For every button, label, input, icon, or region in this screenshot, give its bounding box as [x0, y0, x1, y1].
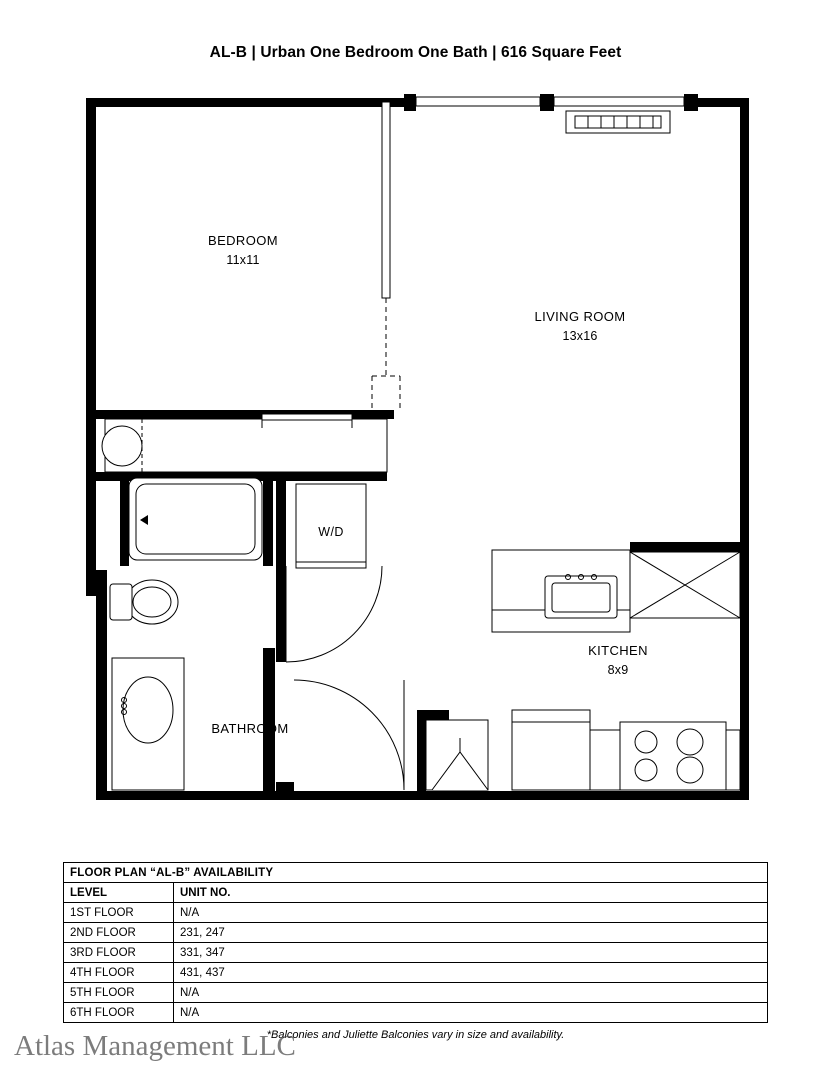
- interior-linework: [102, 97, 740, 790]
- floor-plan-svg: [0, 80, 831, 820]
- availability-caption: FLOOR PLAN “AL-B” AVAILABILITY: [64, 863, 768, 883]
- cell-units: N/A: [174, 903, 768, 923]
- table-row: [64, 1003, 768, 1023]
- table-row: [64, 923, 768, 943]
- cell-units: 231, 247: [174, 923, 768, 943]
- cell-units: N/A: [174, 1003, 768, 1023]
- cell-level: 5TH FLOOR: [64, 983, 174, 1003]
- column-header-unit-no: UNIT NO.: [174, 883, 768, 903]
- room-label-washer-dryer: W/D: [318, 525, 344, 539]
- column-header-level: LEVEL: [64, 883, 174, 903]
- table-row: [64, 963, 768, 983]
- table-row: [64, 943, 768, 963]
- watermark: Atlas Management LLC: [14, 1030, 296, 1062]
- cell-level: 1ST FLOOR: [64, 903, 174, 923]
- room-label-living-room: LIVING ROOM 13x16: [534, 309, 626, 343]
- availability-caption-row: [64, 863, 768, 883]
- cell-units: N/A: [174, 983, 768, 1003]
- room-label-kitchen: KITCHEN 8x9: [588, 643, 648, 677]
- availability-table: [63, 862, 768, 1023]
- cell-level: 6TH FLOOR: [64, 1003, 174, 1023]
- table-row: [64, 983, 768, 1003]
- cell-level: 4TH FLOOR: [64, 963, 174, 983]
- cell-level: 3RD FLOOR: [64, 943, 174, 963]
- availability-header-row: [64, 883, 768, 903]
- table-row: [64, 903, 768, 923]
- floor-plan-drawing: [0, 80, 831, 820]
- cell-level: 2ND FLOOR: [64, 923, 174, 943]
- cell-units: 331, 347: [174, 943, 768, 963]
- cell-units: 431, 437: [174, 963, 768, 983]
- page-title: AL-B | Urban One Bedroom One Bath | 616 Square Feet: [209, 44, 622, 61]
- room-label-bathroom: BATHROOM: [211, 721, 289, 736]
- room-label-bedroom: BEDROOM 11x11: [208, 233, 278, 267]
- footnote: *Balconies and Juliette Balconies vary in size and availability.: [266, 1029, 565, 1041]
